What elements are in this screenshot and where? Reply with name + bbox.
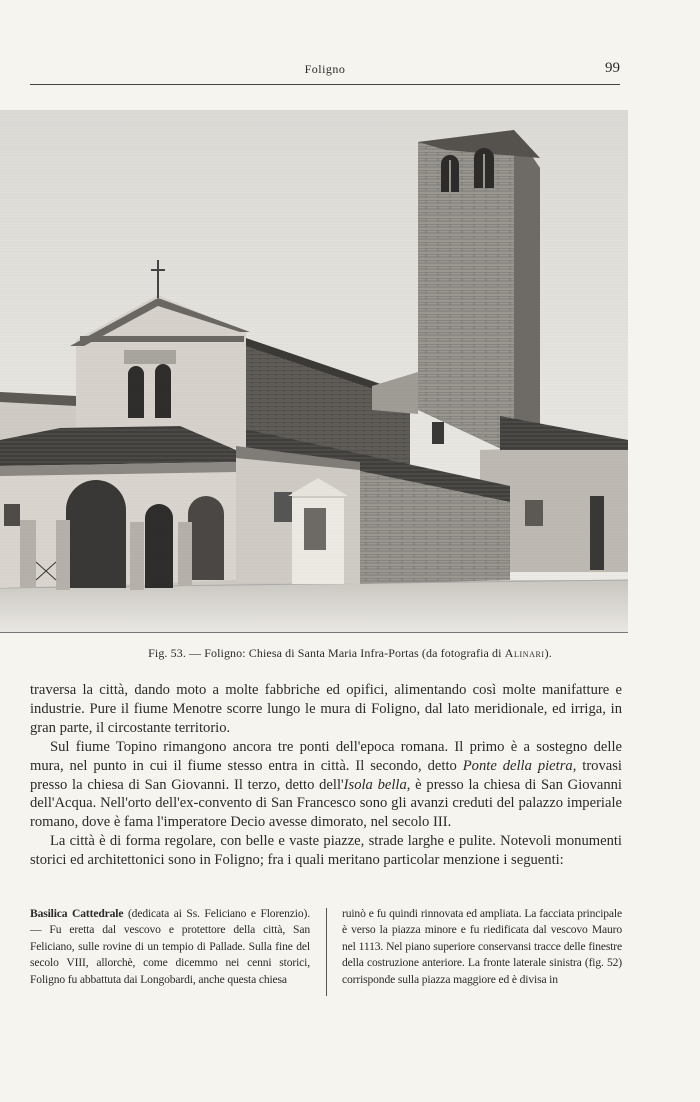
paragraph-2-text-b: , trovasi presso la chiesa di San Giovanni. Il terzo, detto dell': [30, 757, 622, 793]
left-column: [30, 906, 310, 996]
basilica-heading: Basilica Cattedrale: [30, 907, 124, 920]
two-column-text: [30, 906, 622, 996]
page-header: [30, 60, 620, 85]
page-number: 99: [605, 60, 620, 76]
right-column-text: ruinò e fu quindi rinnovata ed ampliata. La facciata principale è verso la piazza minore e fu riedificata dal vescovo Mauro nel 1113. Nel piano superiore conservansi tracce delle finestre della costruzione anteriore. La fronte laterale sinistra (fig. 52) corrisponde sulla piazza maggiore ed è divisa in: [342, 907, 622, 986]
isola-bella: Isola bella: [343, 776, 407, 793]
caption-photo-credit: Alinari: [504, 646, 545, 660]
paragraph-2: [30, 738, 622, 833]
paragraph-1: traversa la città, dando moto a molte fabbriche ed opifici, alimentando così molte manifatture e industrie. Pure il fiume Menotre scorre lungo le mura di Foligno, dal lato meridionale, ed irriga, in gran parte, il circostante territorio.: [30, 682, 622, 736]
main-text: [30, 681, 622, 870]
figure-caption: [0, 646, 700, 661]
church-engraving: [0, 110, 628, 633]
right-column: [342, 906, 622, 996]
running-title: Foligno: [304, 62, 346, 76]
paragraph-3: La città è di forma regolare, con belle e vaste piazze, strade larghe e pulite. Notevoli monumenti storici ed architettonici sono in Foligno; fra i quali meritano particolar menzione i seguenti:: [30, 833, 622, 869]
paragraph-2-text-a: Sul fiume Topino rimangono ancora tre ponti dell'epoca romana. Il primo è a sostegno delle mura, nel punto in cui il fiume stesso entra in città. Il secondo, detto: [30, 738, 622, 774]
left-column-text: (dedicata ai Ss. Feliciano e Florenzio). — Fu eretta dal vescovo e protettore della città, San Feliciano, sulle rovine di un tempio di Pallade. Sulla fine del secolo VIII, allorchè, come dicemmo nei cenni storici, Foligno fu abbattuta dai Longobardi, anche questa chiesa: [30, 907, 310, 986]
caption-closing: ).: [544, 646, 552, 660]
column-divider: [326, 908, 327, 996]
paragraph-2-text-c: , è presso la chiesa di San Giovanni dell'Acqua. Nell'orto dell'ex-convento di San Francesco sono gli avanzi creduti del palazzo imperiale romano, dove è fama l'imperatore Decio avesse dimorato, nel secolo III.: [30, 776, 622, 831]
caption-text: Fig. 53. — Foligno: Chiesa di Santa Maria Infra-Portas (da fotografia di: [148, 646, 502, 660]
ponte-della-pietra: Ponte della pietra: [462, 757, 573, 774]
